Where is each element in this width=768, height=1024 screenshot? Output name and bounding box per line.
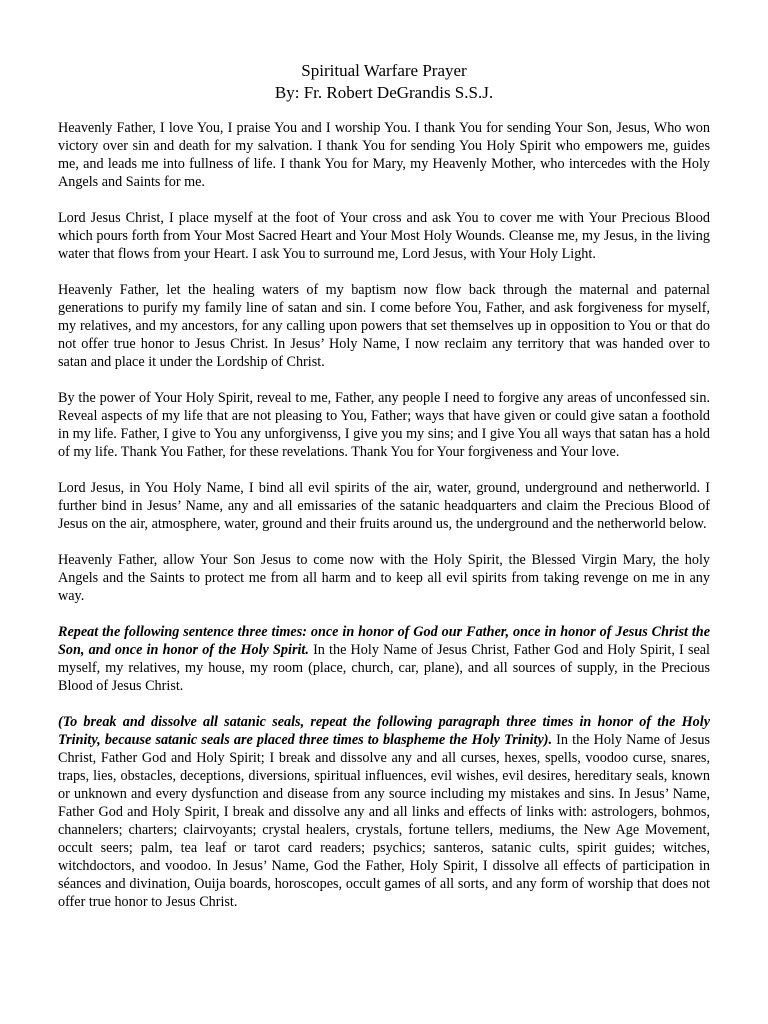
paragraph-4: By the power of Your Holy Spirit, reveal to me, Father, any people I need to forgive any areas of unconfessed sin. Reveal aspects of my life that are not pleasing to You, Father; ways that have given or could give satan a foothold in my life. Father, I give to You any unforgivenss, I give you my sins; and I give You all ways that satan has a hold of my life. Thank You Father, for these revelations. Thank You for Your forgiveness and Your love. bbox=[58, 390, 710, 460]
paragraph-1: Heavenly Father, I love You, I praise You and I worship You. I thank You for sending Your Son, Jesus, Who won victory over sin and death for my salvation. I thank You for sending You Holy Spirit who empowers me, guides me, and leads me into fullness of life. I thank You for Mary, my Heavenly Mother, who intercedes with the Holy Angels and Saints for me. bbox=[58, 120, 710, 190]
paragraph-7-instruction: Repeat the following sentence three times: once in honor of God our Father, once in honor of Jesus Christ the Son, and once in honor of the Holy Spirit. bbox=[58, 624, 710, 658]
paragraph-2: Lord Jesus Christ, I place myself at the foot of Your cross and ask You to cover me with Your Precious Blood which pours forth from Your Most Sacred Heart and Your Most Holy Wounds. Cleanse me, my Jesus, in the living water that flows from your Heart. I ask You to surround me, Lord Jesus, with Your Holy Light. bbox=[58, 210, 710, 262]
paragraph-3: Heavenly Father, let the healing waters of my baptism now flow back through the maternal and paternal generations to purify my family line of satan and sin. I come before You, Father, and ask forgiveness for myself, my relatives, and my ancestors, for any calling upon powers that set themselves up in opposition to You or that do not offer true honor to Jesus Christ. In Jesus’ Holy Name, I now reclaim any territory that was handed over to satan and place it under the Lordship of Christ. bbox=[58, 282, 710, 370]
paragraph-7 bbox=[58, 623, 710, 695]
paragraph-8-text: In the Holy Name of Jesus Christ, Father God and Holy Spirit; I break and dissolve any and all curses, hexes, spells, voodoo curse, snares, traps, lies, obstacles, deceptions, diversions, spiritual influences, evil wishes, evil desires, hereditary seals, known or unknown and every dysfunction and disease from any source including my mistakes and sins. In Jesus’ Name, Father God and Holy Spirit, I break and dissolve any and all links and effects of links with: astrologers, bohmos, channelers; charters; clairvoyants; crystal healers, crystals, fortune tellers, mediums, the New Age Movement, occult seers; palm, tea leaf or tarot card readers; psychics; santeros, satanic cults, spirit guides; witches, witchdoctors, and voodoo. In Jesus’ Name, God the Father, Holy Spirit, I dissolve all effects of participation in séances and divination, Ouija boards, horoscopes, occult games of all sorts, and any form of worship that does not offer true honor to Jesus Christ. bbox=[58, 732, 710, 910]
title-line-2-author: By: Fr. Robert DeGrandis S.S.J. bbox=[274, 83, 494, 102]
document-title bbox=[58, 60, 710, 104]
paragraph-8-instruction: (To break and dissolve all satanic seals, repeat the following paragraph three times in honor of the Holy Trinity, because satanic seals are placed three times to blaspheme the Holy Trinity). bbox=[58, 714, 710, 748]
title-line-1: Spiritual Warfare Prayer bbox=[301, 61, 467, 80]
paragraph-5: Lord Jesus, in You Holy Name, I bind all evil spirits of the air, water, ground, underground and netherworld. I further bind in Jesus’ Name, any and all emissaries of the satanic headquarters and claim the Precious Blood of Jesus on the air, atmosphere, water, ground and their fruits around us, the underground and the netherworld below. bbox=[58, 480, 710, 532]
paragraph-7-text: In the Holy Name of Jesus Christ, Father God and Holy Spirit, I seal myself, my relatives, my house, my room (place, church, car, plane), and all sources of supply, in the Precious Blood of Jesus Christ. bbox=[58, 642, 711, 694]
paragraph-8 bbox=[58, 713, 710, 911]
paragraph-6: Heavenly Father, allow Your Son Jesus to come now with the Holy Spirit, the Blessed Virgin Mary, the holy Angels and the Saints to protect me from all harm and to keep all evil spirits from taking revenge on me in any way. bbox=[58, 552, 710, 604]
